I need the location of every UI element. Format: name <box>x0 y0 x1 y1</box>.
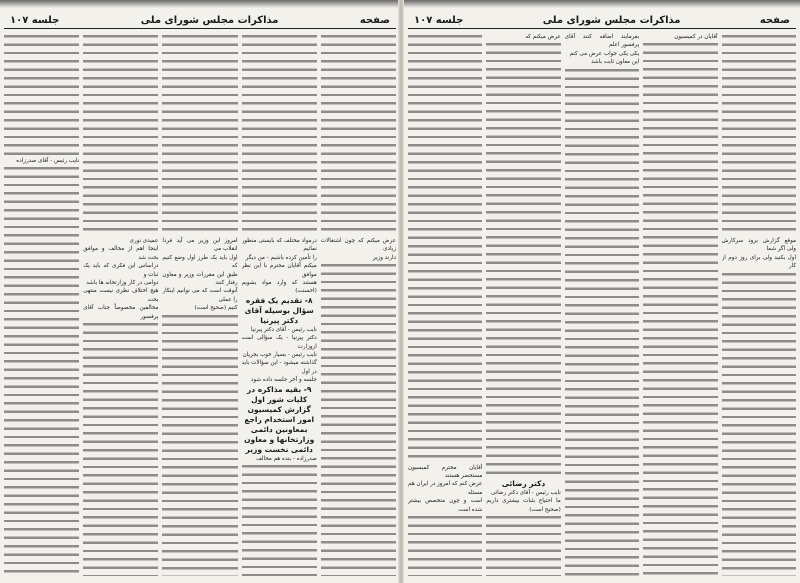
text-line: دارند وزیر <box>372 254 396 261</box>
section-heading: ۹- بقیه مذاکره در کلیات شور اول گزارش کمیسیون امور استخدام راجع بمعاونین دائمی وزارتخانها و معاون دائمی نخست وزیر <box>244 384 315 454</box>
text-line: گذاشته میشود - این سؤالات باید در اول <box>241 360 317 375</box>
page-label: صفحه <box>359 15 390 26</box>
paragraph <box>83 237 158 321</box>
text-block <box>722 273 796 576</box>
text-line: آنوقت است که می توانیم اینکار را عملی <box>162 288 238 303</box>
text-line: آقایان در کمیسیون <box>674 34 718 40</box>
paragraph <box>162 237 237 313</box>
text-block <box>83 323 158 576</box>
column <box>242 33 317 578</box>
paragraph <box>486 33 560 41</box>
paragraph <box>408 464 482 514</box>
session-label: جلسه ۱۰۷ <box>414 15 464 26</box>
column <box>486 33 560 578</box>
text-line: صدرزاده - بنده هم مخالف <box>256 455 317 462</box>
left-page-header <box>4 10 396 29</box>
text-block <box>722 35 796 235</box>
text-line: میکنم آقایان محترم با این نظر موافق <box>241 263 317 278</box>
text-block <box>486 516 560 576</box>
section-heading: ۸- تقدیم یک فقره سؤال بوسیله آقای دکتر پیرنیا <box>244 295 314 325</box>
text-line: جلسه و آخر جلسه داده شود <box>250 377 317 384</box>
text-block <box>4 35 79 155</box>
text-line: اینجا اهم از مخالف و موافق بحث شد <box>83 246 159 261</box>
text-block <box>565 69 639 576</box>
text-block <box>83 35 158 235</box>
text-line: امروز این وزیر می آید فردا انقلاب می <box>162 238 238 253</box>
text-block <box>4 167 79 576</box>
text-block <box>643 43 717 576</box>
left-page <box>4 10 396 580</box>
session-label: جلسه ۱۰۷ <box>10 15 60 26</box>
page-label: صفحه <box>759 15 790 26</box>
speaker-heading: دکتر رضائی <box>501 478 546 488</box>
column <box>722 33 796 578</box>
paragraph <box>242 455 317 463</box>
text-line: طبق این مقررات وزیر و معاون رفتار کنند <box>162 271 238 287</box>
page-title: مذاکرات مجلس شورای ملی <box>140 15 279 26</box>
page-spine <box>398 0 404 583</box>
right-columns <box>408 33 796 578</box>
text-line: نایب رئیس - بسیار خوب بجریان <box>242 352 317 359</box>
column <box>4 33 79 578</box>
text-line: این معاون ثابت باشد <box>591 59 640 66</box>
text-line: آقایان محترم کمیسیون مستحضر هستند <box>407 464 483 479</box>
text-line: عرض میکنم که <box>525 34 561 40</box>
text-block <box>408 35 482 462</box>
text-line: نایب رئیس - آقای دکتر رضائی <box>490 489 561 496</box>
text-line: هستند که وارد مواد بشویم (احسنت) <box>241 280 317 295</box>
text-line: دکتر پیرنیا - یک سؤالی است ازوزارت <box>241 335 317 350</box>
paragraph <box>486 489 560 514</box>
column <box>643 33 717 578</box>
text-line: مخالفین مخصوصاً جناب آقای پرفسور <box>83 305 159 320</box>
text-line: دراساس این فکری که باید یک ثبات و <box>83 263 159 278</box>
text-line: نایب رئیس - آقای دکتر پیرنیا <box>250 326 317 333</box>
paragraph <box>565 33 639 67</box>
paragraph <box>643 33 717 41</box>
text-line: اول باید یک طرز اول وضع کنیم که <box>162 254 238 270</box>
text-line: اول بکنید ولی برای روز دوم از کار <box>721 254 796 270</box>
text-line: بفرمایند اضافه کنند آقای پرفسور اعلم <box>564 34 640 49</box>
page-title: مذاکرات مجلس شورای ملی <box>542 15 681 26</box>
text-line: عمیدی نوری <box>129 238 159 244</box>
text-line: دوامی در کار وزارتخانه ها باشد <box>86 280 159 287</box>
text-line: عرض کنم که امروز در ایران هم مسئله <box>407 481 483 496</box>
text-line: یکی یکی جواب عرض می کنم <box>569 50 640 57</box>
right-page-header <box>408 10 796 29</box>
text-block <box>408 516 482 576</box>
text-line: است و چون متخصص بیشتر شده است <box>407 498 483 513</box>
text-line: را تأمین کرده باشیم - من دیگر <box>245 254 317 261</box>
column <box>321 33 396 578</box>
text-block <box>242 465 317 576</box>
text-line: کنیم (صحیح است) <box>194 305 238 312</box>
column <box>162 33 237 578</box>
paragraph <box>722 237 796 271</box>
paragraph <box>242 237 317 296</box>
left-columns <box>4 33 396 578</box>
text-line: موقع گزارش برود سرکارش ولی اگر شما <box>721 238 796 253</box>
text-line: ما احتیاج بثبات بیشتری داریم (صحیح است) <box>486 498 561 513</box>
text-block <box>162 35 237 235</box>
column <box>565 33 639 578</box>
column <box>83 33 158 578</box>
text-block <box>321 264 396 576</box>
paragraph <box>242 326 317 385</box>
text-block <box>162 315 237 576</box>
paragraph <box>321 237 396 262</box>
text-block <box>321 35 396 235</box>
text-block <box>486 43 560 476</box>
text-line: عرض میکنم که چون اشتغالات زیادی <box>320 238 396 253</box>
text-line: نایب رئیس - آقای صدرزاده <box>16 158 80 164</box>
text-line: هیچ اختلاف نظری نیست منتهی بحث <box>83 288 159 303</box>
right-page <box>408 10 796 580</box>
text-line: درمواد مختلف که بایستی منظور نمائیم <box>241 238 317 253</box>
text-block <box>242 35 317 235</box>
column <box>408 33 482 578</box>
paragraph <box>4 157 79 165</box>
